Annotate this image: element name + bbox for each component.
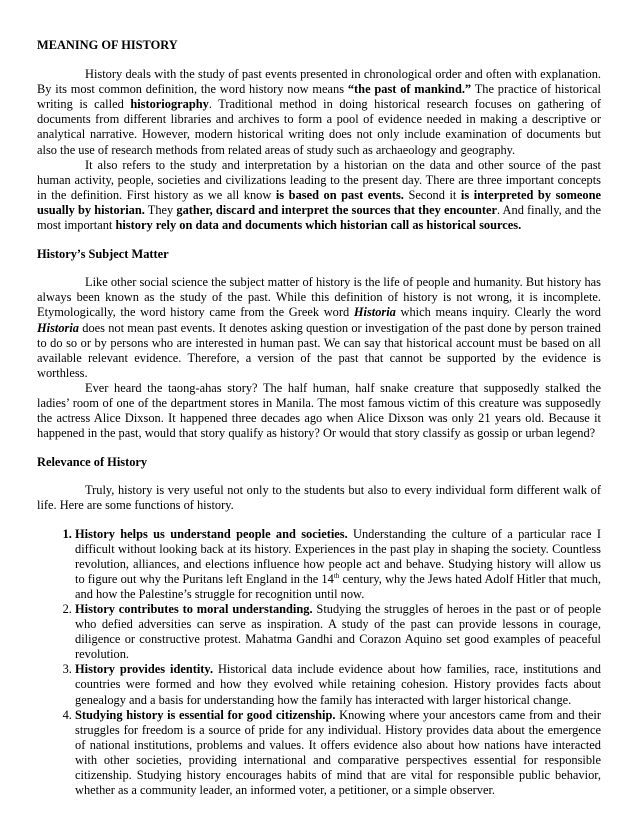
section-heading-subject-matter: History’s Subject Matter [37,247,169,262]
bold-text: historiography [130,97,209,112]
list-item-lead: Studying history is essential for good citizenship. [75,707,336,722]
paragraph-subject-1 [37,275,601,381]
paragraph-subject-2: Ever heard the taong-ahas story? The half human, half snake creature that supposedly stalked the ladies’ room of one of the department stores in Manila. The most famous victim of this creature was supposedly the actress Alice Dixson. It happened three decades ago when Alice Dixson was only 21 years old. Because it happened in the past, would that story qualify as history? Or would that story classify as gossip or urban legend? [37,380,601,441]
bold-text: is interpreted by someone usually by historian. [37,187,601,217]
bold-text: “the past of mankind.” [347,82,472,97]
text-run: Like other social science the subject matter of history is the life of people and humanity. But history has always been known as the study of the past. While this definition of history is not wrong, it is incomplete. Etymologically, the word history came from the Greek word [37,275,601,320]
text-run: . Traditional method in doing historical research focuses on gathering of documents from different libraries and archives to form a pool of evidence needed in making a descriptive or analytical narrative. However, modern historical writing does not only include examination of documents but also the use of research methods from related areas of study such as archaeology and geography. [37,97,601,157]
bold-text: gather, discard and interpret the sources that they encounter [176,202,497,217]
list-item-lead: History helps us understand people and societies. [75,526,348,541]
section-heading-relevance: Relevance of History [37,455,148,470]
text-run: Understanding the culture of a particular race I difficult without looking back at its history. Experiences in the past play in shaping the society. Countless revolution, alliances, and elections influence how people act and behave. Studying history will allow us to figure out why the Puritans left England in the 14 [75,526,601,586]
bold-italic-text: Historia [37,320,79,335]
text-run: Historical data include evidence about how families, race, institutions and countries were formed and how they evolved while retaining cohesion. History provides facts about genealogy and a basis for understanding how the family has interacted with larger historical change. [75,662,601,707]
text-run: does not mean past events. It denotes asking question or investigation of the past done by person trained to do so or by persons who are interested in human past. We can say that historical account must be based on all available relevant evidence. Therefore, a version of the past that cannot be supported by the evidence is worthless. [37,320,601,380]
text-run: which means inquiry. Clearly the word [395,305,601,320]
bold-text: history rely on data and documents which historian call as historical sources. [115,218,522,233]
text-run: It also refers to the study and interpretation by a historian on the data and other source of the past human activity, people, societies and civilizations leading to the present day. There are three important concepts in the definition. First history as we all know [37,157,601,202]
bold-text: is based on past events. [275,187,404,202]
list-item [75,662,601,707]
functions-list [37,527,601,799]
text-run: . And finally, and the most important [37,202,602,233]
paragraph-meaning-1 [37,67,601,158]
list-item [75,708,601,799]
page-title: MEANING OF HISTORY [37,38,178,52]
text-run: Second it [403,187,461,202]
paragraph-relevance-intro: Truly, history is very useful not only to the students but also to every individual form different walk of life. Here are some functions of history. [37,483,601,513]
list-item-lead: History contributes to moral understanding. [75,602,313,616]
text-run: History deals with the study of past events presented in chronological order and often with explanation. By its most common definition, the word history now means [37,67,601,97]
text-run: The practice of historical writing is called [37,82,601,112]
text-run: Studying the struggles of heroes in the past or of people who defied adversities can serve as inspiration. A study of the past can provide lessons in courage, diligence or constructive protest. Mahatma Gandhi and Corazon Aquino set good examples of peaceful revolution. [75,602,601,662]
list-item [75,602,601,662]
list-item-lead: History provides identity. [75,662,214,677]
superscript: th [333,571,340,580]
list-item [75,527,601,602]
bold-italic-text: Historia [353,305,396,320]
paragraph-meaning-2 [37,158,601,233]
text-run: century, why the Jews hated Adolf Hitler that much, and how the Palestine’s struggle for recognition until now. [75,571,601,601]
text-run: They [144,202,177,217]
text-run: Knowing where your ancestors came from and their struggles for freedom is a source of pride for any individual. History provides data about the emergence of national institutions, problems and values. It offers evidence also about how nations have interacted with other societies, providing international and comparative perspectives essential for responsible citizenship. Studying history encourages habits of mind that are vital for responsible public behavior, whether as a community leader, an informed voter, a petitioner, or a simple observer. [75,707,602,798]
